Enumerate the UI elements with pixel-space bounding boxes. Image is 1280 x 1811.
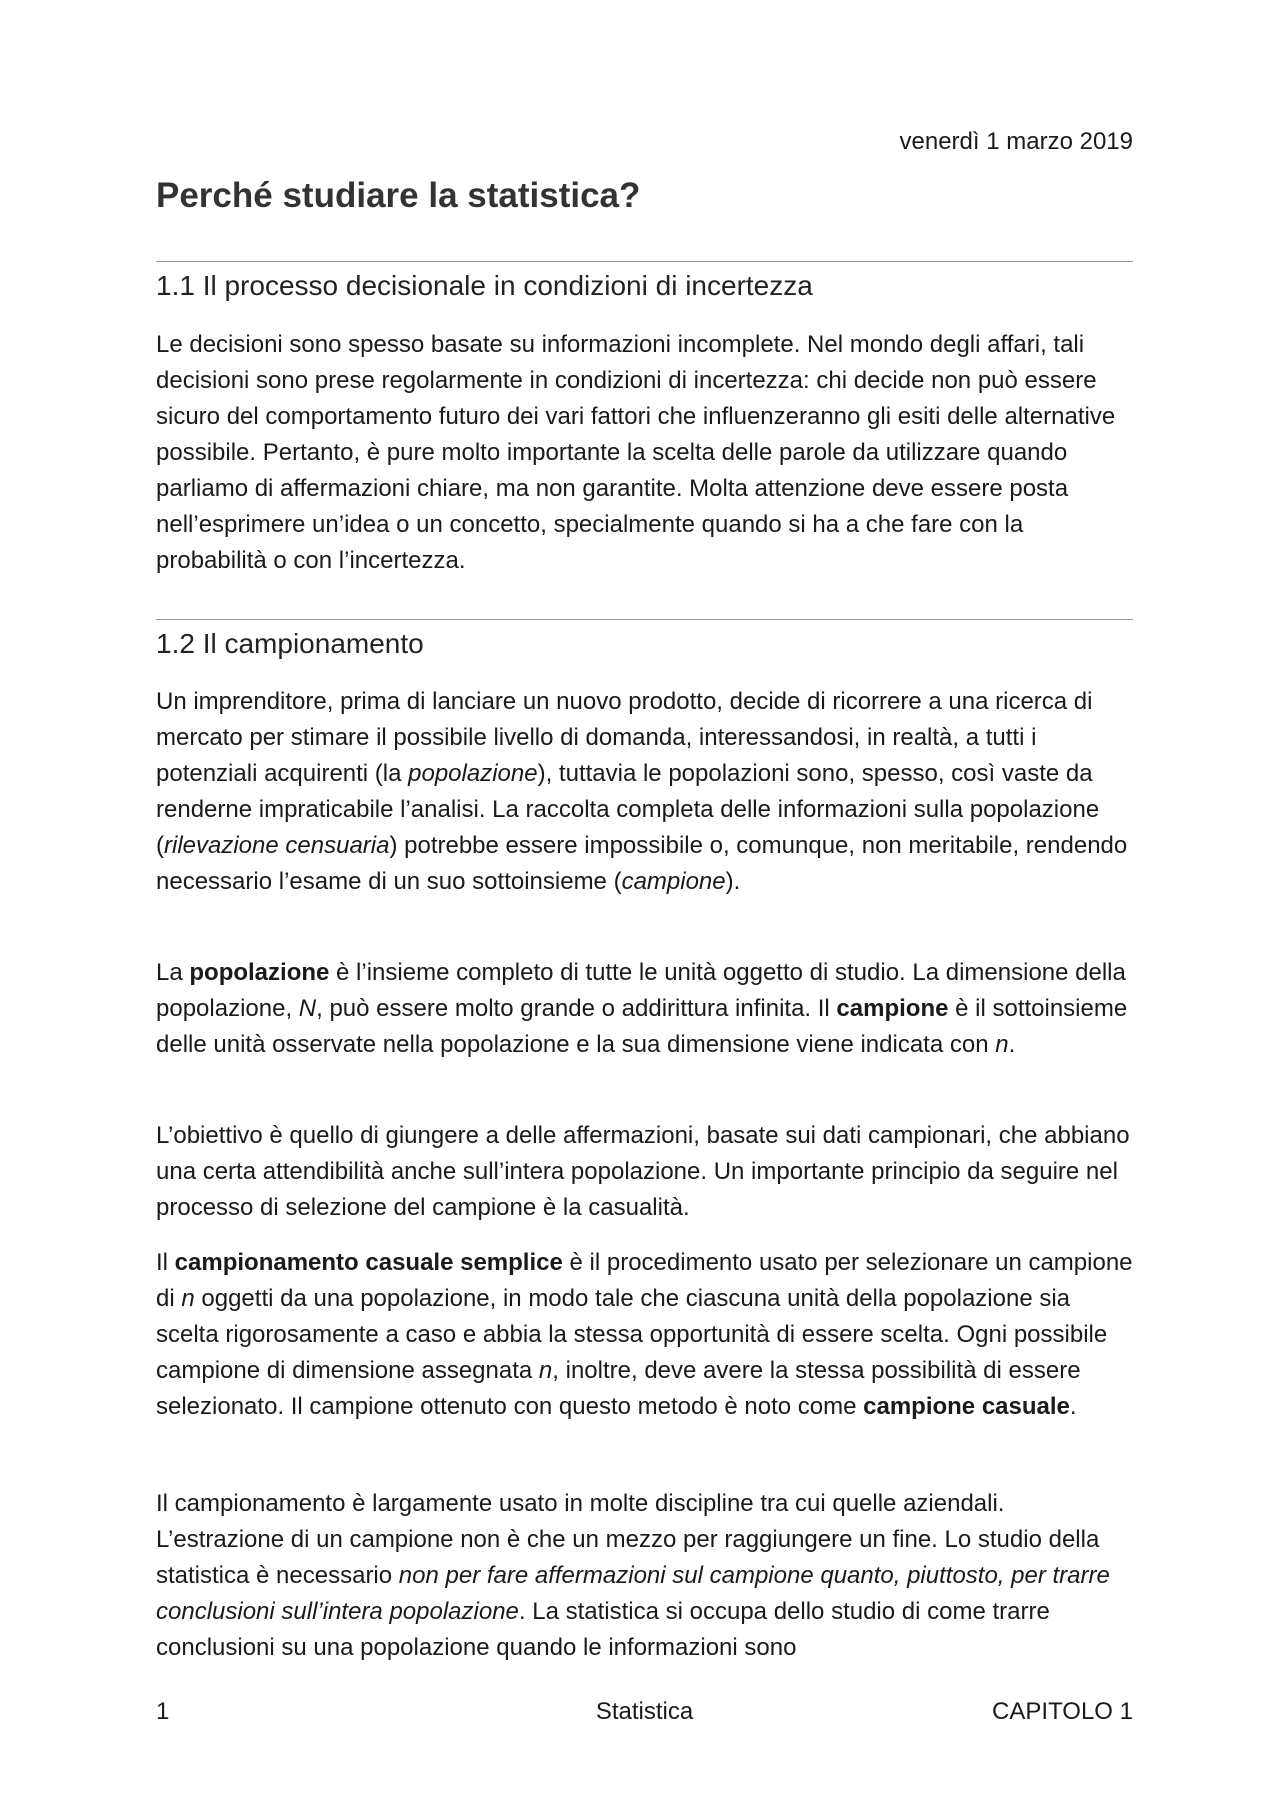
page-number: 1	[156, 1698, 170, 1725]
emphasis-term: campione	[621, 868, 726, 895]
document-page	[156, 0, 1133, 1811]
paragraph: Le decisioni sono spesso basate su informazioni incomplete. Nel mondo degli affari, tali decisioni sono prese regolarmente in condizioni di incertezza: chi decide non può essere sicuro del comportamento futuro dei vari fattori che influenzeranno gli esiti delle alternative possibile. Pertanto, è pure molto importante la scelta delle parole da utilizzare quando parliamo di affermazioni chiare, ma non garantite. Molta attenzione deve essere posta nell’esprimere un’idea o un concetto, specialmente quando si ha a che fare con la probabilità o con l’incertezza.	[156, 331, 1116, 574]
emphasis-term: popolazione	[408, 760, 538, 787]
bold-term: campionamento casuale semplice	[174, 1249, 563, 1276]
text-run: , inoltre, deve avere la stessa possibilità di essere selezionato. Il campione ottenuto con questo metodo è noto come	[156, 1357, 1081, 1420]
section-divider	[156, 619, 1133, 620]
footer-chapter: CAPITOLO 1	[992, 1698, 1133, 1725]
text-run: Il campionamento è largamente usato in molte discipline tra cui quelle aziendali. L’estrazione di un campione non è che un mezzo per raggiungere un fine. Lo studio della statistica è necessario	[156, 1490, 1100, 1589]
paragraph	[156, 1486, 1133, 1666]
text-run: è il procedimento usato per selezionare un campione di	[156, 1249, 1133, 1312]
paragraph	[156, 955, 1133, 1063]
emphasis-term: N	[298, 995, 317, 1022]
paragraph	[156, 1245, 1133, 1425]
emphasis-term: rilevazione censuaria	[164, 832, 390, 859]
text-run: è l’insieme completo di tutte le unità oggetto di studio. La dimensione della popolazione,	[156, 959, 1126, 1022]
footer-title: Statistica	[595, 1698, 694, 1725]
bold-term: campione casuale	[863, 1393, 1070, 1420]
text-run: ) potrebbe essere impossibile o, comunque, non meritabile, rendendo necessario l’esame di un suo sottoinsieme (	[156, 832, 1128, 895]
section-divider	[156, 261, 1133, 262]
text-run: .	[1008, 1031, 1016, 1058]
emphasis-term: non per fare affermazioni sul campione quanto, piuttosto, per trarre conclusioni sull’intera popolazione	[156, 1562, 1110, 1625]
paragraph	[156, 684, 1133, 900]
bold-term: campione	[836, 995, 949, 1022]
bold-term: popolazione	[189, 959, 330, 986]
date: venerdì 1 marzo 2019	[899, 128, 1133, 155]
text-run: , può essere molto grande o addirittura infinita. Il	[316, 995, 837, 1022]
text-run: . La statistica si occupa dello studio di come trarre conclusioni su una popolazione quando le informazioni sono	[156, 1598, 1050, 1661]
text-run: ).	[725, 868, 741, 895]
emphasis-term: n	[181, 1285, 195, 1312]
section-heading-1-1: 1.1 Il processo decisionale in condizioni di incertezza	[156, 270, 813, 301]
text-run: oggetti da una popolazione, in modo tale che ciascuna unità della popolazione sia scelta rigorosamente a caso e abbia la stessa opportunità di essere scelta. Ogni possibile campione di dimensione assegnata	[156, 1285, 1108, 1384]
text-run: ), tuttavia le popolazioni sono, spesso, così vaste da renderne impraticabile l’analisi. La raccolta completa delle informazioni sulla popolazione (	[156, 760, 1100, 859]
text-run: Il	[156, 1249, 175, 1276]
text-run: .	[1069, 1393, 1077, 1420]
page-title: Perché studiare la statistica?	[156, 176, 641, 215]
paragraph: L’obiettivo è quello di giungere a delle affermazioni, basate sui dati campionari, che abbiano una certa attendibilità anche sull’intera popolazione. Un importante principio da seguire nel processo di selezione del campione è la casualità.	[156, 1122, 1130, 1221]
emphasis-term: n	[995, 1031, 1009, 1058]
emphasis-term: n	[538, 1357, 553, 1384]
text-run: La	[156, 959, 190, 986]
text-run: è il sottoinsieme delle unità osservate nella popolazione e la sua dimensione viene indicata con	[156, 995, 1128, 1058]
text-run: Un imprenditore, prima di lanciare un nuovo prodotto, decide di ricorrere a una ricerca di mercato per stimare il possibile livello di domanda, interessandosi, in realtà, a tutti i potenziali acquirenti (la	[156, 688, 1093, 787]
section-heading-1-2: 1.2 Il campionamento	[156, 628, 424, 659]
